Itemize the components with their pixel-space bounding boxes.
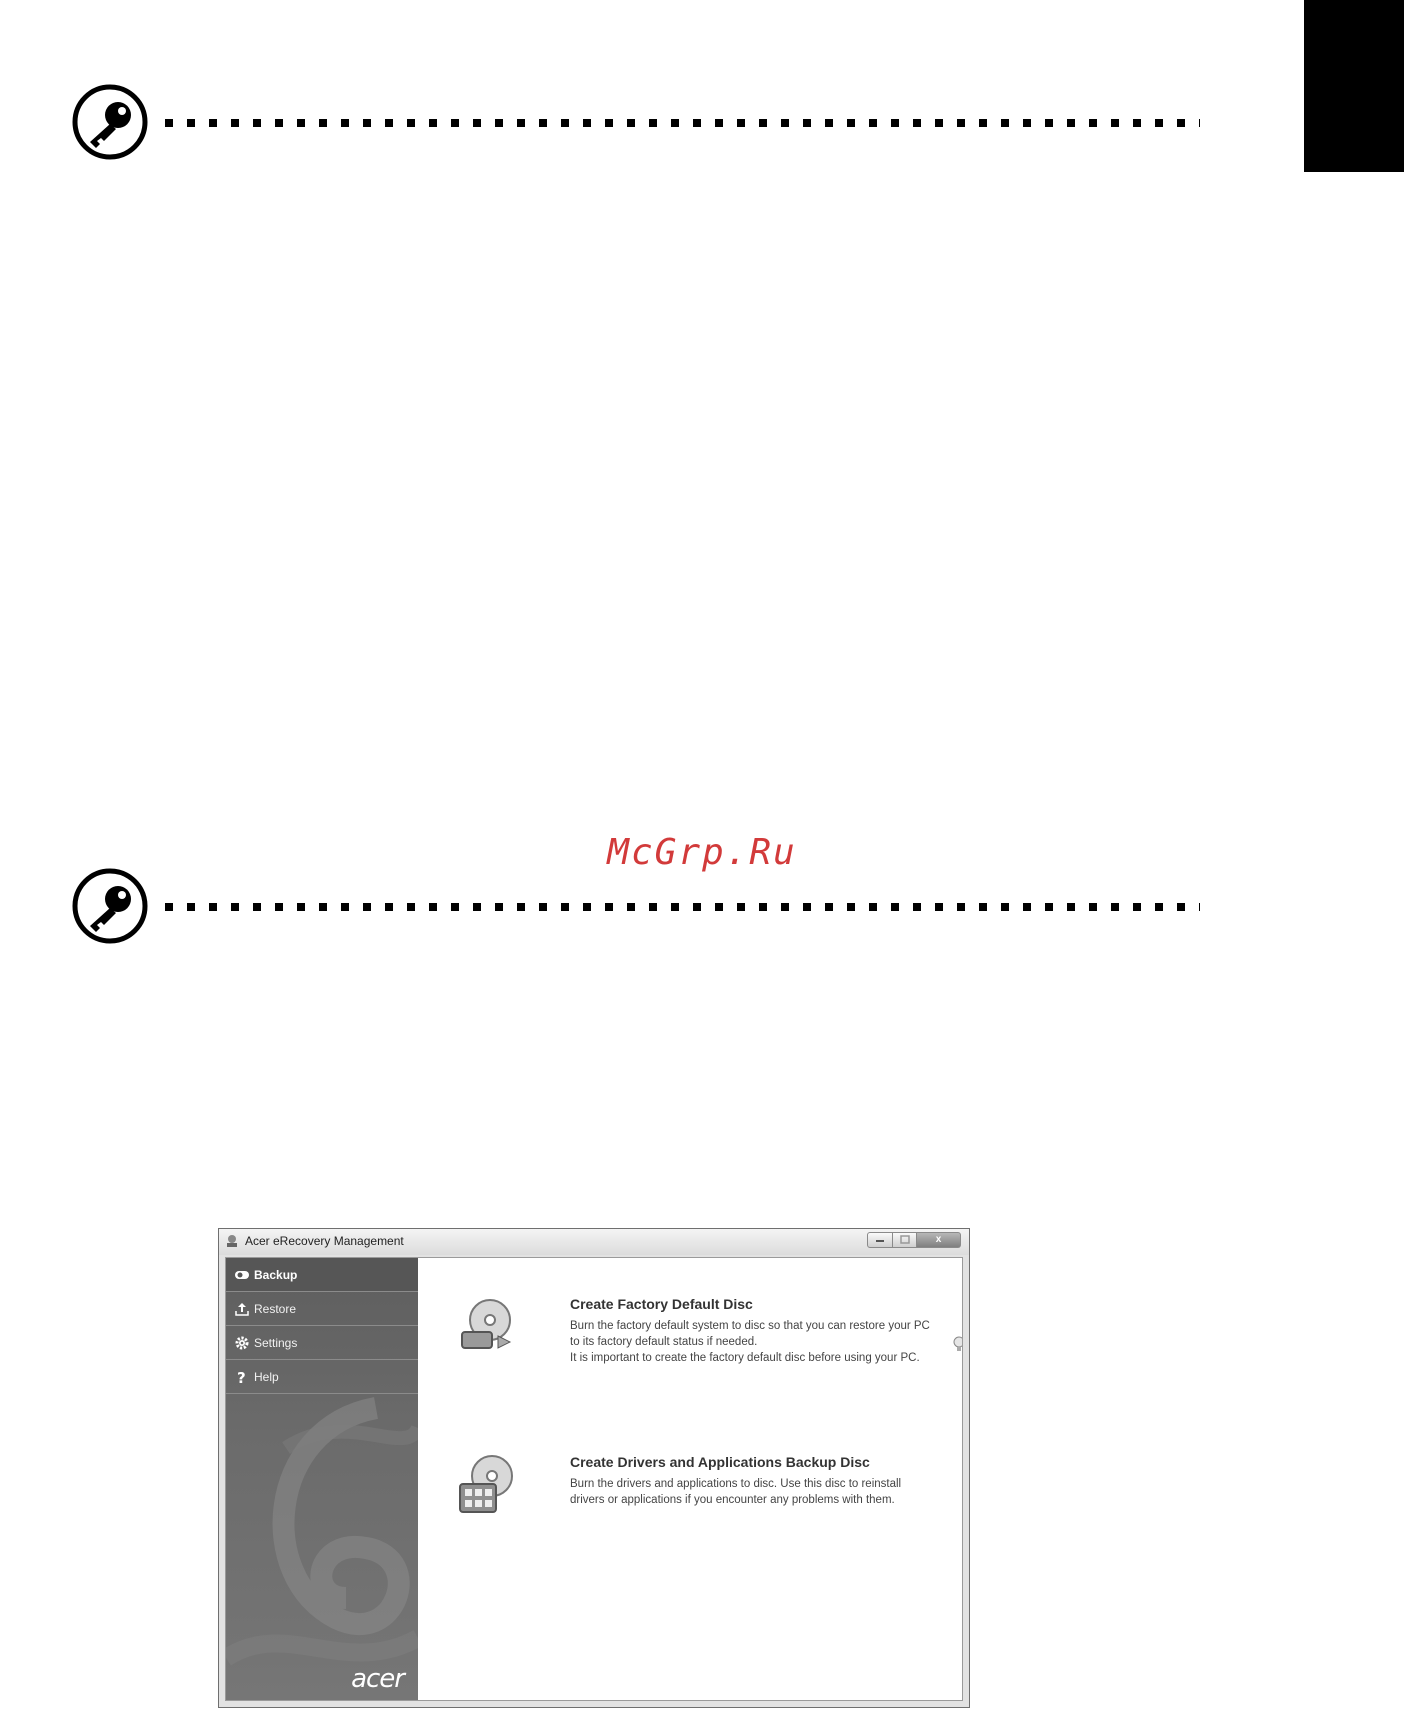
option-description [570, 1476, 930, 1508]
sidebar-item-label: Settings [254, 1335, 298, 1350]
sidebar-item-help[interactable] [226, 1360, 418, 1394]
disc-burn-icon [454, 1296, 518, 1360]
option-description-line: Burn the factory default system to disc so that you can restore your PC to its factory default status if needed. [570, 1320, 930, 1348]
erecovery-window [218, 1228, 970, 1708]
option-title: Create Drivers and Applications Backup Disc [570, 1454, 870, 1470]
watermark: McGrp.Ru [607, 832, 797, 873]
window-controls [867, 1232, 961, 1248]
gear-icon [234, 1335, 250, 1351]
disc-toggle-icon [234, 1267, 250, 1283]
acer-logo: acer [351, 1664, 404, 1694]
sidebar-item-settings[interactable] [226, 1326, 418, 1360]
question-icon [234, 1369, 250, 1385]
option-title: Create Factory Default Disc [570, 1296, 753, 1312]
window-titlebar[interactable] [219, 1229, 969, 1255]
note-divider-bottom [70, 866, 1200, 948]
sidebar [226, 1258, 418, 1700]
window-client [225, 1257, 963, 1701]
key-icon [70, 866, 150, 946]
sidebar-item-label: Backup [254, 1267, 298, 1282]
key-icon [70, 82, 150, 162]
lightbulb-icon[interactable] [952, 1336, 963, 1354]
option-description-line: It is important to create the factory default disc before using your PC. [570, 1352, 920, 1364]
close-button[interactable]: x [917, 1232, 961, 1248]
sidebar-item-backup[interactable] [226, 1258, 418, 1292]
chapter-tab-marker [1304, 0, 1404, 172]
app-icon [225, 1234, 239, 1248]
option-description [570, 1318, 930, 1366]
svg-text:?: ? [237, 1368, 246, 1385]
option-drivers-apps-disc[interactable] [454, 1454, 914, 1534]
disc-apps-icon [454, 1454, 518, 1518]
maximize-button[interactable] [893, 1232, 917, 1248]
window-title: Acer eRecovery Management [245, 1234, 404, 1248]
main-content [418, 1258, 962, 1700]
sidebar-item-label: Help [254, 1369, 279, 1384]
maximize-icon [899, 1233, 911, 1245]
dotted-divider [165, 119, 1200, 127]
sidebar-item-restore[interactable] [226, 1292, 418, 1326]
sidebar-item-label: Restore [254, 1301, 297, 1316]
option-description-line: Burn the drivers and applications to disc. Use this disc to reinstall drivers or applications if you encounter any problems with them. [570, 1478, 902, 1506]
dotted-divider [165, 903, 1200, 911]
option-factory-default-disc[interactable] [454, 1296, 930, 1406]
minimize-icon [874, 1233, 886, 1245]
minimize-button[interactable] [867, 1232, 893, 1248]
note-divider-top [70, 82, 1200, 164]
restore-tray-icon [234, 1301, 250, 1317]
